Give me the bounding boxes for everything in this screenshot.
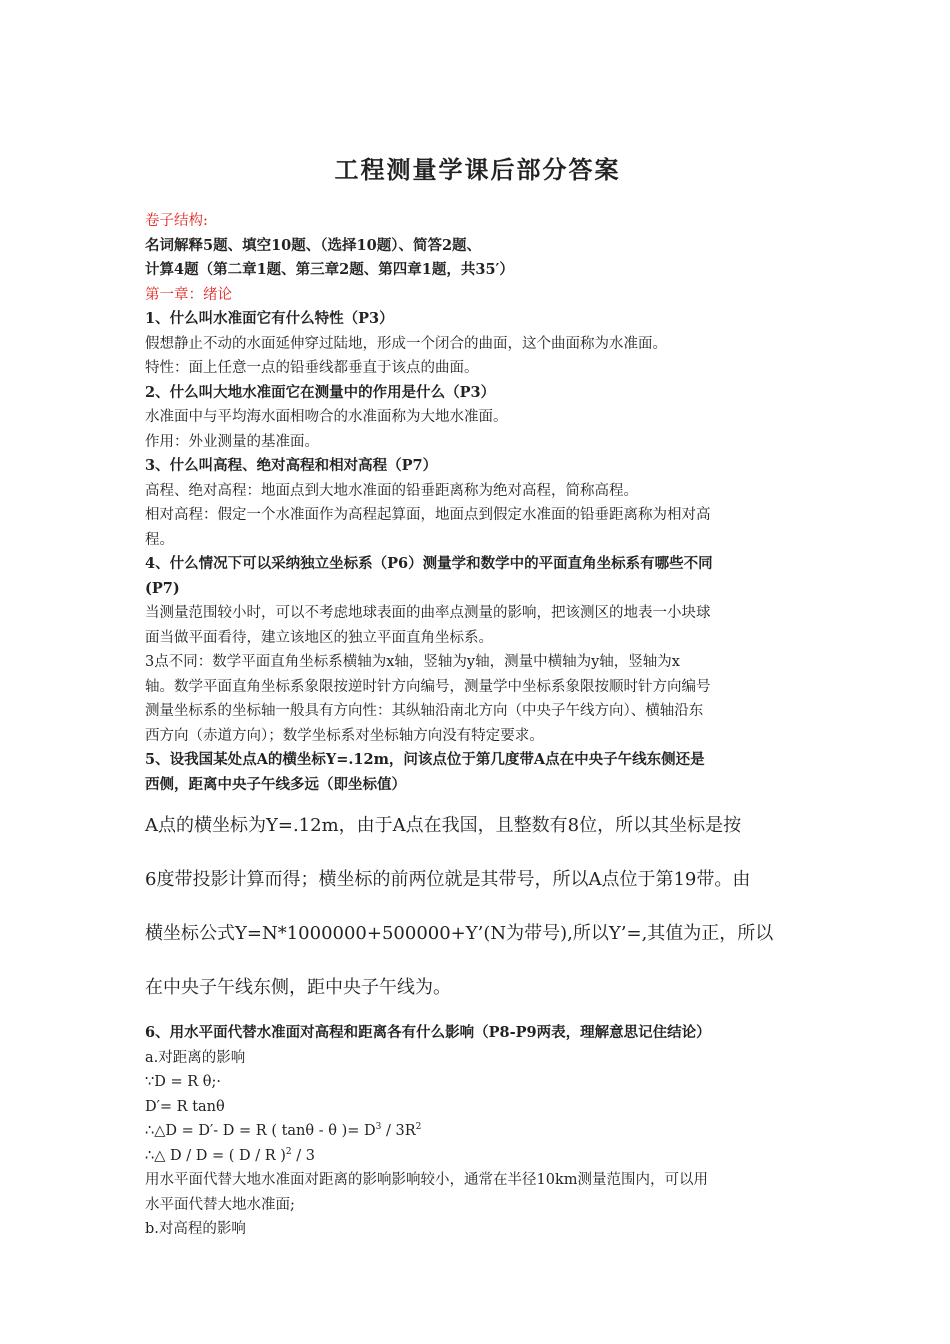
document-page (145, 150, 810, 1242)
answer-5-line: 在中央子午线东侧，距中央子午线为。 (145, 977, 451, 998)
answer-5-line: 6度带投影计算而得；横坐标的前两位就是其带号，所以A点位于第19带。由 (145, 869, 751, 890)
section-label: 第一章：绪论 (145, 286, 232, 303)
question-heading: 3、什么叫高程、绝对高程和相对高程（P7） (145, 457, 438, 474)
document-title: 工程测量学课后部分答案 (334, 155, 621, 184)
answer-text: 假想静止不动的水面延伸穿过陆地，形成一个闭合的曲面，这个曲面称为水准面。 (145, 335, 667, 352)
section-label: 卷子结构: (145, 213, 208, 229)
formula-3: ∴△D = D′- D = R ( tanθ - θ )= $D^3 / 3R^2$ (145, 1122, 422, 1139)
question-6-heading: 6、用水平面代替水准面对高程和距离各有什么影响（P8-P9两表，理解意思记住结论） (145, 1024, 711, 1041)
answer-text: 相对高程：假定一个水准面作为高程起算面，地面点到假定水准面的铅垂距离称为相对高 (145, 507, 711, 523)
answer-text: 高程、绝对高程：地面点到大地水准面的铅垂距离称为绝对高程，简称高程。 (145, 482, 638, 499)
answer-text: 面当做平面看待，建立该地区的独立平面直角坐标系。 (145, 629, 493, 646)
answer-text: 特性：面上任意一点的铅垂线都垂直于该点的曲面。 (145, 360, 479, 376)
answer-text: 西方向（赤道方向）；数学坐标系对坐标轴方向没有特定要求。 (145, 727, 544, 744)
question-heading: 名词解释5题、填空10题、（选择10题）、简答2题、 (145, 236, 482, 254)
answer-text: 程。 (145, 531, 174, 548)
question-heading: 西侧，距离中央子午线多远（即坐标值） (145, 775, 406, 793)
answer-5-line: 横坐标公式Y=N*1000000+500000+Y’(N为带号),所以Y’=,其值为正，所以 (145, 923, 774, 944)
question-heading: 1、什么叫水准面它有什么特性（P3） (145, 310, 394, 327)
formula-1: ∵D = R θ;· (145, 1074, 221, 1090)
answer-5-block (145, 799, 810, 1015)
answer-5-line: A点的横坐标为Y=.12m，由于A点在我国，且整数有8位，所以其坐标是按 (145, 815, 742, 836)
answer-text: 作用：外业测量的基准面。 (145, 433, 319, 450)
answer-text: 测量坐标系的坐标轴一般具有方向性：其纵轴沿南北方向（中央子午线方向）、横轴沿东 (145, 703, 704, 719)
question-heading: 计算4题（第二章1题、第三章2题、第四章1题，共35′） (145, 261, 514, 278)
answer-text: 3点不同：数学平面直角坐标系横轴为x轴，竖轴为y轴，测量中横轴为y轴，竖轴为x (145, 654, 680, 670)
question-6-block (145, 1021, 810, 1242)
question-heading: 2、什么叫大地水准面它在测量中的作用是什么（P3） (145, 383, 496, 401)
formula-4: ∴△ D / D = ( D / R )$^2$ / 3 (145, 1146, 315, 1164)
distance-effect-label: a.对距离的影响 (145, 1049, 246, 1066)
formula-2: D′= R tanθ (145, 1098, 225, 1115)
answer-text: 轴。数学平面直角坐标系象限按逆时针方向编号，测量学中坐标系象限按顺时针方向编号 (145, 678, 711, 695)
answer-text: 当测量范围较小时，可以不考虑地球表面的曲率点测量的影响，把该测区的地表一小块球 (145, 605, 711, 621)
question-heading: (P7) (145, 579, 180, 597)
conclusion-line: 用水平面代替大地水准面对距离的影响影响较小，通常在半径10km测量范围内，可以用 (145, 1172, 708, 1188)
question-heading: 4、什么情况下可以采纳独立坐标系（P6）测量学和数学中的平面直角坐标系有哪些不同 (145, 555, 713, 572)
height-effect-label: b.对高程的影响 (145, 1221, 246, 1237)
answer-text: 水准面中与平均海水面相吻合的水准面称为大地水准面。 (145, 409, 508, 425)
question-heading: 5、设我国某处点A的横坐标Y=.12m，问该点位于第几度带A点在中央子午线东侧还是 (145, 751, 705, 768)
text-body (145, 209, 810, 797)
conclusion-line: 水平面代替大地水准面; (145, 1196, 295, 1213)
